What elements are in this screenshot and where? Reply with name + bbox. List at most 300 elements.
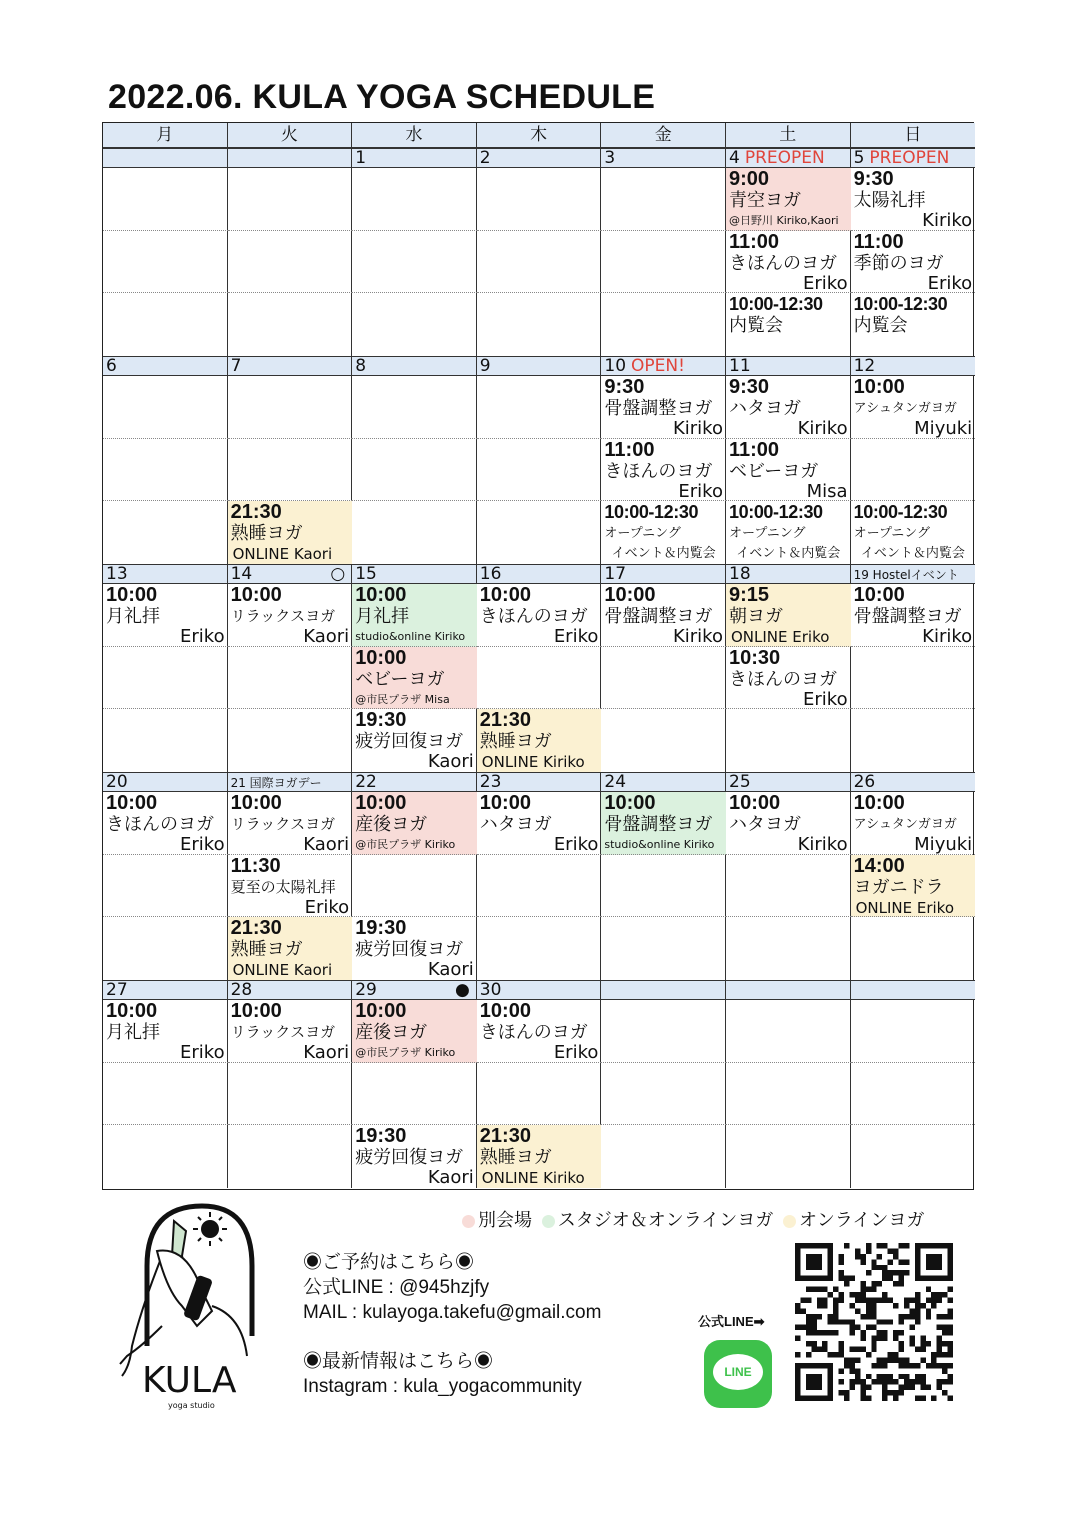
- legend-online: オンラインヨガ: [798, 1210, 925, 1231]
- class-teacher: Eriko: [803, 688, 848, 709]
- date-label: [103, 565, 228, 585]
- day-column: [851, 168, 976, 356]
- class-slot[interactable]: [601, 376, 726, 439]
- qr-code-icon[interactable]: [790, 1243, 958, 1401]
- class-slot[interactable]: [601, 501, 726, 564]
- class-name: 産後ヨガ: [355, 1022, 428, 1043]
- class-slot[interactable]: [103, 792, 228, 855]
- date-strip: [103, 980, 975, 1000]
- date-label: [352, 357, 477, 377]
- empty-slot: [851, 1000, 976, 1063]
- day-column: [352, 1000, 477, 1188]
- empty-slot: [103, 917, 228, 980]
- class-teacher: Misa: [806, 480, 848, 501]
- class-teacher: Kaori: [303, 834, 350, 855]
- empty-slot: [103, 709, 228, 772]
- empty-slot: [477, 501, 602, 564]
- class-name: きほんのヨガ: [729, 668, 837, 690]
- class-name: 骨盤調整ヨガ: [604, 814, 713, 835]
- weekday-header-sat: 土: [726, 123, 851, 148]
- date-number: 8: [355, 357, 367, 376]
- empty-slot: [601, 293, 726, 356]
- class-name: リラックスヨガ: [230, 607, 336, 625]
- day-column: [601, 168, 726, 356]
- class-slot[interactable]: [228, 584, 353, 647]
- empty-slot: [477, 293, 602, 356]
- class-teacher: Eriko: [553, 834, 599, 855]
- class-name: 夏至の太陽礼拝: [230, 877, 336, 896]
- empty-slot: [851, 1125, 976, 1188]
- class-time: 10:00: [853, 584, 905, 606]
- class-teacher: Eriko: [678, 480, 723, 501]
- day-column: [103, 376, 228, 564]
- class-name: 太陽礼拝: [853, 190, 926, 211]
- class-slot[interactable]: [601, 584, 726, 647]
- class-time: 9:30: [853, 168, 894, 190]
- class-time: 10:00: [106, 584, 158, 606]
- empty-slot: [352, 501, 477, 564]
- day-column: [477, 376, 602, 564]
- class-teacher: Eriko: [553, 626, 599, 647]
- class-name: 内覧会: [729, 315, 783, 336]
- date-number: 3: [604, 149, 616, 168]
- class-name: ハタヨガ: [479, 814, 552, 835]
- date-label: [726, 773, 851, 793]
- day-column: [601, 1000, 726, 1188]
- class-slot[interactable]: [352, 1000, 477, 1063]
- date-number: 15: [355, 565, 377, 584]
- class-time: 21:30: [479, 1125, 531, 1147]
- mail-text[interactable]: MAIL : kulayoga.takefu@gmail.com: [303, 1302, 602, 1323]
- day-column: [477, 168, 602, 356]
- class-name: きほんのヨガ: [106, 814, 214, 835]
- class-name: ハタヨガ: [729, 398, 801, 419]
- empty-slot: [228, 293, 353, 356]
- class-time: 10:00: [355, 792, 407, 814]
- empty-slot: [477, 917, 602, 980]
- empty-slot: [103, 1063, 228, 1126]
- empty-slot: [601, 1063, 726, 1126]
- weekday-header-wed: 水: [352, 123, 477, 148]
- line-official-label: 公式LINE➡: [698, 1314, 765, 1329]
- empty-slot: [851, 1063, 976, 1126]
- class-teacher: Kiriko: [922, 210, 973, 231]
- class-slot[interactable]: [352, 1125, 477, 1188]
- week-row-3: [103, 564, 975, 772]
- green-dot-icon: [542, 1215, 555, 1228]
- class-slot[interactable]: [726, 792, 851, 855]
- day-column: [726, 1000, 851, 1188]
- date-number: 19 Hostelイベント: [853, 568, 959, 582]
- class-slot[interactable]: [851, 293, 976, 356]
- class-name: 熟睡ヨガ: [230, 939, 303, 960]
- day-column: [228, 792, 353, 980]
- day-column: [228, 1000, 353, 1188]
- empty-slot: [601, 917, 726, 980]
- svg-text:yoga studio: yoga studio: [168, 1401, 215, 1410]
- day-column: [352, 584, 477, 772]
- date-label: [726, 981, 851, 1001]
- class-name: 月礼拝: [106, 606, 160, 627]
- empty-slot: [228, 439, 353, 502]
- date-label: [601, 565, 726, 585]
- empty-slot: [228, 376, 353, 439]
- class-slot[interactable]: [851, 501, 976, 564]
- class-teacher: Kiriko: [797, 418, 848, 439]
- class-teacher: Eriko: [180, 1042, 225, 1063]
- class-name: 青空ヨガ: [729, 190, 801, 211]
- class-teacher: ONLINE Kaori: [232, 961, 333, 979]
- date-number: 23: [479, 773, 502, 792]
- class-slot[interactable]: [726, 168, 851, 231]
- class-teacher: ONLINE Kiriko: [481, 753, 585, 771]
- date-label: [352, 981, 477, 1001]
- empty-slot: [103, 293, 228, 356]
- empty-slot: [726, 855, 851, 918]
- class-time: 10:00-12:30: [729, 294, 823, 314]
- class-time: 10:30: [729, 646, 781, 669]
- date-label: [228, 149, 353, 169]
- class-teacher: Kiriko: [672, 418, 723, 439]
- legend-separate-venue: 別会場: [478, 1210, 532, 1231]
- empty-slot: [228, 168, 353, 231]
- empty-slot: [352, 293, 477, 356]
- class-name: リラックスヨガ: [230, 1023, 336, 1041]
- class-teacher: Kiriko: [922, 626, 973, 647]
- class-time: 21:30: [230, 501, 282, 523]
- class-teacher: Kiriko: [672, 626, 723, 647]
- class-name: 産後ヨガ: [355, 814, 428, 835]
- date-label: [601, 149, 726, 169]
- pink-dot-icon: [462, 1215, 475, 1228]
- date-number: 17: [604, 565, 627, 584]
- class-teacher: Eriko: [304, 896, 350, 917]
- day-column: [477, 1000, 602, 1188]
- class-teacher: ONLINE Eriko: [855, 898, 955, 917]
- class-name: きほんのヨガ: [729, 252, 837, 274]
- empty-slot: [352, 1063, 477, 1126]
- date-strip: [103, 148, 975, 168]
- date-number: 16: [479, 565, 502, 584]
- empty-slot: [103, 231, 228, 294]
- class-time: 10:00: [355, 646, 407, 669]
- class-name: きほんのヨガ: [479, 1022, 588, 1043]
- class-teacher: Miyuki: [914, 418, 973, 439]
- instagram-text[interactable]: Instagram : kula_yogacommunity: [303, 1376, 582, 1397]
- class-time: 10:00: [729, 792, 781, 814]
- class-time: 10:00: [604, 584, 656, 606]
- class-time: 11:00: [853, 230, 904, 253]
- class-name: オープニング: [853, 526, 931, 541]
- class-name: 熟睡ヨガ: [479, 731, 552, 752]
- class-teacher: イベント＆内覧会: [736, 546, 841, 561]
- new-moon-icon: ●: [454, 981, 470, 1000]
- empty-slot: [103, 376, 228, 439]
- date-number: 12: [853, 357, 876, 376]
- class-slot[interactable]: [851, 168, 976, 231]
- date-number: 24: [604, 773, 627, 792]
- empty-slot: [601, 647, 726, 710]
- class-slot[interactable]: [851, 584, 976, 647]
- class-teacher: イベント＆内覧会: [860, 546, 965, 561]
- day-column: [228, 584, 353, 772]
- class-time: 11:00: [729, 230, 780, 253]
- class-time: 10:00: [604, 792, 656, 814]
- week-row-1: [103, 148, 975, 356]
- class-name: きほんのヨガ: [479, 606, 588, 627]
- class-slot[interactable]: [352, 917, 477, 980]
- date-number: 14: [230, 565, 253, 584]
- class-name: 季節のヨガ: [853, 252, 944, 274]
- weekday-header-thu: 木: [477, 123, 602, 148]
- class-time: 9:30: [729, 376, 770, 398]
- date-label: [103, 773, 228, 793]
- class-slot[interactable]: [103, 1000, 228, 1063]
- class-name: 熟睡ヨガ: [479, 1147, 552, 1168]
- class-time: 10:00: [479, 792, 531, 814]
- class-slot[interactable]: [726, 293, 851, 356]
- class-name: きほんのヨガ: [604, 460, 713, 482]
- class-slot[interactable]: [228, 855, 353, 918]
- date-label: [601, 981, 726, 1001]
- date-number: 4: [729, 149, 740, 168]
- class-name: オープニング: [729, 526, 806, 541]
- class-teacher: Kaori: [303, 1042, 350, 1063]
- class-teacher: イベント＆内覧会: [611, 546, 716, 561]
- date-label: [477, 773, 602, 793]
- day-column: [477, 792, 602, 980]
- date-number: 7: [230, 357, 242, 376]
- empty-slot: [352, 168, 477, 231]
- class-name: 朝ヨガ: [729, 606, 783, 627]
- class-teacher: Kiriko: [797, 834, 848, 855]
- yellow-dot-icon: [783, 1215, 796, 1228]
- open-note: PREOPEN: [744, 149, 825, 168]
- weekday-header-tue: 火: [228, 123, 353, 148]
- class-slot[interactable]: [477, 1125, 602, 1188]
- line-id-text[interactable]: 公式LINE : @945hzjfy: [303, 1277, 490, 1298]
- date-label: [851, 149, 976, 169]
- class-teacher: studio&online Kiriko: [604, 838, 715, 851]
- date-label: [352, 149, 477, 169]
- class-name: 骨盤調整ヨガ: [853, 606, 962, 627]
- empty-slot: [601, 168, 726, 231]
- class-time: 21:30: [479, 709, 531, 731]
- class-name: アシュタンガヨガ: [853, 817, 957, 832]
- class-teacher: @日野川 Kiriko,Kaori: [729, 214, 839, 227]
- empty-slot: [726, 1125, 851, 1188]
- date-label: [726, 357, 851, 377]
- empty-slot: [477, 855, 602, 918]
- class-name: 月礼拝: [106, 1022, 160, 1043]
- class-teacher: ONLINE Kaori: [232, 545, 333, 563]
- weekday-header-fri: 金: [601, 123, 726, 148]
- class-slot[interactable]: [477, 1000, 602, 1063]
- class-slot[interactable]: [352, 709, 477, 772]
- date-strip: [103, 772, 975, 792]
- class-slot[interactable]: [726, 439, 851, 502]
- weekday-header-mon: 月: [103, 123, 228, 148]
- empty-slot: [726, 709, 851, 772]
- class-slot[interactable]: [851, 855, 976, 918]
- class-time: 10:00: [230, 792, 282, 814]
- class-teacher: Eriko: [180, 626, 225, 647]
- class-slot[interactable]: [726, 501, 851, 564]
- empty-slot: [103, 168, 228, 231]
- class-name: 疲労回復ヨガ: [355, 939, 464, 960]
- class-name: アシュタンガヨガ: [853, 401, 957, 416]
- kula-logo-icon: [102, 1196, 262, 1416]
- class-time: 21:30: [230, 917, 282, 939]
- class-slot[interactable]: [851, 792, 976, 855]
- open-note: PREOPEN: [869, 149, 950, 168]
- class-time: 11:30: [230, 854, 281, 877]
- date-number: 20: [106, 773, 128, 792]
- class-teacher: Eriko: [180, 834, 225, 855]
- class-slot[interactable]: [726, 647, 851, 710]
- class-teacher: Kaori: [427, 1167, 474, 1188]
- empty-slot: [103, 439, 228, 502]
- class-teacher: Eriko: [553, 1042, 599, 1063]
- class-teacher: ONLINE Kiriko: [481, 1169, 585, 1187]
- day-column: [352, 792, 477, 980]
- class-slot[interactable]: [228, 792, 353, 855]
- day-column: [726, 376, 851, 564]
- date-number: 2: [479, 149, 491, 168]
- empty-slot: [228, 1063, 353, 1126]
- class-time: 19:30: [355, 709, 407, 731]
- date-number: 1: [355, 149, 367, 168]
- date-number: 26: [853, 773, 876, 792]
- empty-slot: [601, 1125, 726, 1188]
- day-column: [601, 584, 726, 772]
- class-slot[interactable]: [851, 231, 976, 294]
- class-teacher: Miyuki: [914, 834, 973, 855]
- class-slot[interactable]: [228, 1000, 353, 1063]
- empty-slot: [601, 855, 726, 918]
- class-teacher: ONLINE Eriko: [731, 628, 830, 646]
- date-label: [103, 357, 228, 377]
- empty-slot: [352, 231, 477, 294]
- class-time: 10:00: [853, 376, 905, 398]
- class-time: 10:00-12:30: [853, 502, 948, 522]
- class-slot[interactable]: [477, 709, 602, 772]
- class-name: 熟睡ヨガ: [230, 523, 303, 544]
- legend-studio-online: スタジオ＆オンラインヨガ: [557, 1210, 774, 1231]
- class-name: 疲労回復ヨガ: [355, 731, 464, 752]
- class-name: 骨盤調整ヨガ: [604, 606, 713, 627]
- color-legend: [458, 1206, 924, 1232]
- empty-slot: [228, 1125, 353, 1188]
- class-slot[interactable]: [477, 792, 602, 855]
- empty-slot: [726, 917, 851, 980]
- day-column: [103, 1000, 228, 1188]
- class-slot[interactable]: [601, 439, 726, 502]
- class-name: ベビーヨガ: [729, 460, 819, 482]
- class-name: ハタヨガ: [729, 814, 801, 835]
- line-app-icon[interactable]: [704, 1340, 772, 1408]
- contact-info: [303, 1250, 601, 1399]
- date-label: [601, 357, 726, 377]
- class-slot[interactable]: [477, 584, 602, 647]
- reserve-heading: ◉ご予約はこちら◉: [303, 1252, 475, 1273]
- day-column: [726, 168, 851, 356]
- date-number: 30: [479, 981, 502, 1000]
- class-name: ベビーヨガ: [355, 668, 445, 690]
- class-time: 10:00: [230, 1000, 282, 1022]
- class-time: 10:00-12:30: [853, 294, 948, 314]
- class-name: 骨盤調整ヨガ: [604, 398, 713, 419]
- day-column: [103, 584, 228, 772]
- day-column: [726, 584, 851, 772]
- date-label: [228, 773, 353, 793]
- class-name: ヨガニドラ: [853, 876, 944, 898]
- class-time: 10:00: [230, 584, 282, 606]
- class-slot[interactable]: [228, 501, 353, 564]
- class-teacher: Eriko: [927, 272, 973, 293]
- date-label: [477, 149, 602, 169]
- class-slot[interactable]: [726, 584, 851, 647]
- date-number: 29: [355, 981, 377, 1000]
- empty-slot: [477, 231, 602, 294]
- class-slot[interactable]: [228, 917, 353, 980]
- date-number: 28: [230, 981, 253, 1000]
- week-row-5: [103, 980, 975, 1188]
- class-slot[interactable]: [103, 584, 228, 647]
- date-label: [851, 981, 976, 1001]
- class-slot[interactable]: [726, 376, 851, 439]
- class-slot[interactable]: [851, 376, 976, 439]
- date-label: [228, 565, 353, 585]
- class-teacher: Kaori: [303, 626, 350, 647]
- class-time: 10:00: [106, 792, 158, 814]
- class-slot[interactable]: [352, 792, 477, 855]
- date-strip: [103, 564, 975, 584]
- full-moon-icon: ○: [330, 565, 346, 584]
- day-column: [352, 376, 477, 564]
- weekday-header-sun: 日: [851, 123, 976, 148]
- class-slot[interactable]: [352, 647, 477, 710]
- date-number: 27: [106, 981, 128, 1000]
- class-teacher: @市民プラザ Kiriko: [355, 838, 456, 851]
- class-teacher: Kaori: [427, 751, 474, 772]
- line-icon-text: LINE: [724, 1365, 752, 1379]
- empty-slot: [851, 647, 976, 710]
- class-time: 11:00: [729, 438, 780, 461]
- day-column: [851, 792, 976, 980]
- empty-slot: [103, 501, 228, 564]
- empty-slot: [601, 709, 726, 772]
- class-time: 10:00: [853, 792, 905, 814]
- class-slot[interactable]: [726, 231, 851, 294]
- date-number: 10: [604, 357, 627, 376]
- date-number: 22: [355, 773, 377, 792]
- date-label: [726, 149, 851, 169]
- class-time: 10:00: [106, 1000, 158, 1022]
- empty-slot: [103, 647, 228, 710]
- date-number: 21 国際ヨガデー: [230, 776, 322, 790]
- empty-slot: [601, 1000, 726, 1063]
- class-time: 19:30: [355, 917, 407, 939]
- class-slot[interactable]: [601, 792, 726, 855]
- class-teacher: studio&online Kiriko: [355, 630, 466, 643]
- class-slot[interactable]: [352, 584, 477, 647]
- week-row-2: [103, 356, 975, 564]
- date-label: [477, 981, 602, 1001]
- empty-slot: [228, 709, 353, 772]
- date-label: [477, 357, 602, 377]
- empty-slot: [477, 168, 602, 231]
